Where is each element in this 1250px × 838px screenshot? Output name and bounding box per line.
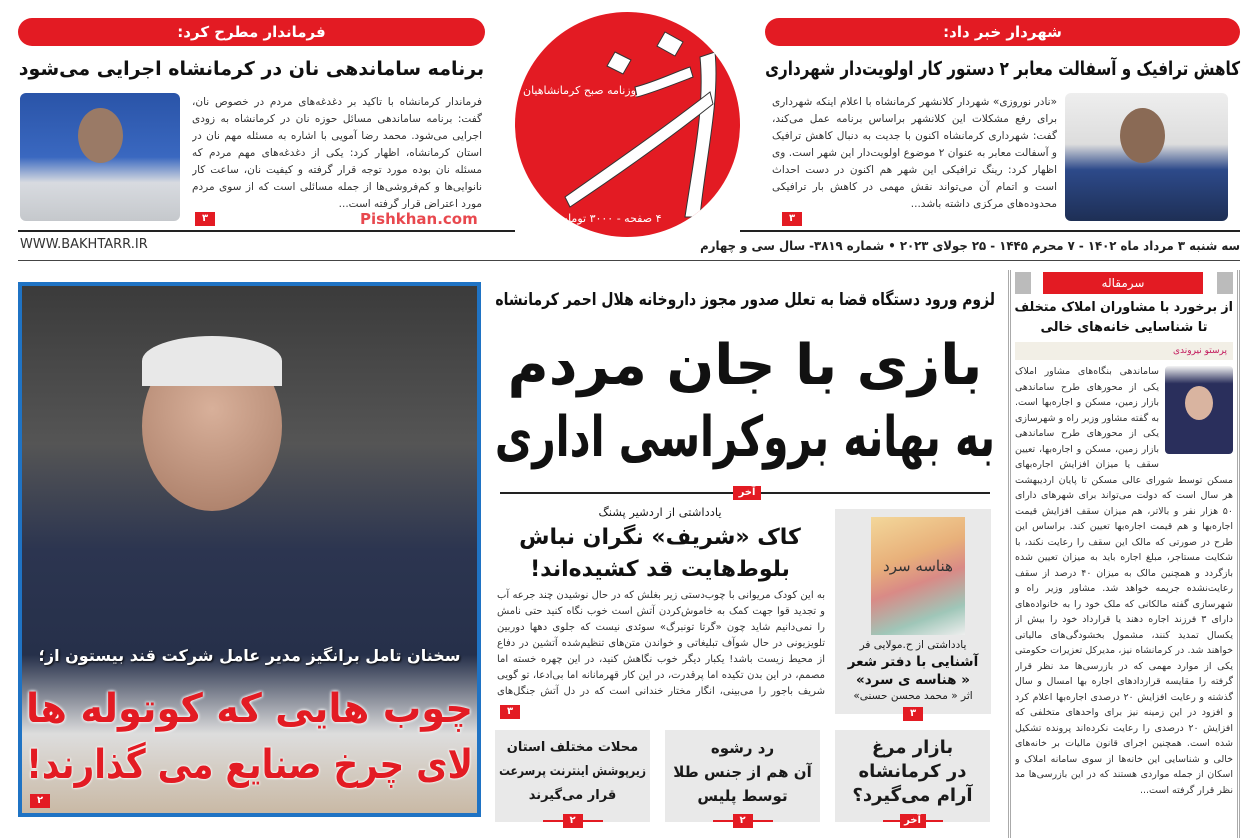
- top-left-headline[interactable]: برنامه ساماندهی نان در کرمانشاه اجرایی می‌شود: [18, 58, 485, 80]
- article-headline-1[interactable]: کاک «شریف» نگران نباش: [519, 525, 801, 550]
- news-box-line: آرام می‌گیرد؟: [852, 785, 973, 806]
- dateline: سه شنبه ۳ مرداد ماه ۱۴۰۲ - ۷ محرم ۱۴۴۵ - ۲۵ جولای ۲۰۲۳ • شماره ۳۸۱۹- سال سی و چهارم: [700, 238, 1240, 253]
- divider: [18, 230, 515, 232]
- page-badge: ۳: [195, 212, 215, 226]
- top-right-body: «نادر نوروزی» شهردار کلانشهر کرمانشاه با اعلام اینکه شهرداری برای رفع مشکلات این کلانشهر براساس برنامه عمل می‌کند، گفت: شهرداری کرمانشاه اکنون با جدیت به دنبال کاهش ترافیک و آسفالت معابر به عنوان ۲ موضوع اولویت‌دار این شهر است. وی اظهار کرد: رینگ ترافیکی این شهر هم اکنون در دست احداث است و اتمام آن می‌تواند نقش مهمی در کاهش بار ترافیکی محدوده‌های مرکزی داشته باشد...: [772, 96, 1057, 209]
- divider: [18, 260, 1240, 261]
- photo-story-kicker: سخنان تامل برانگیز مدیر عامل شرکت قند بیستون از؛: [38, 646, 461, 665]
- article-headline: [495, 522, 825, 586]
- news-box-line: محلات مختلف استان: [506, 740, 639, 755]
- book-author: اثر « محمد محسن حسنی»: [853, 690, 973, 702]
- editorial-label: سرمقاله: [1043, 272, 1203, 294]
- editorial-headline: [1015, 298, 1233, 338]
- news-box-line: زیرپوشش اینترنت پرسرعت: [499, 764, 646, 779]
- news-box[interactable]: [495, 730, 650, 826]
- editorial-author: پرستو نیروندی: [1015, 342, 1233, 360]
- mayor-photo: [1065, 93, 1228, 221]
- main-headline-2[interactable]: به بهانه بروکراسی اداری: [494, 405, 995, 470]
- section-tag: آخر: [733, 486, 761, 500]
- governor-face: [78, 108, 123, 163]
- book-box[interactable]: [835, 509, 991, 719]
- editorial-body: ساماندهی بنگاه‌های مشاور املاک یکی از محورهای طرح ساماندهی بازار زمین، مسکن و اجاره‌بها است. به گفته مشاور وزیر راه و شهرسازی یکی از محورهای طرح ساماندهی بازار زمین، مسکن و اجاره‌بها، تعیین سقف یا میزان افزایش اجاره‌بهای مسکن توسط شورای عالی مسکن تا پایان اردیبهشت هر سال است که دولت می‌تواند برای شهرهای دارای ۵۰ هزار نفر و بالاتر، هم میزان سقف افزایش قیمت اجاره‌بها و هم قیمت اجاره‌بها تعیین کند. براساس این طرح در صورتی که مالک این سقف را رعایت نکند، با شکایت مستاجر، مبلغ اجاره باید به میزان تعیین شده بازگردد و همچنین مالک به میزان ۴۰ درصد از سقف رعایت‌نشده جریمه خواهد شد. مشاور وزیر راه و شهرسازی گفته مالکانی که ملک خود را به خانواده‌های دارای ۳ فرزند اجاره دهند یا قرارداد خود را بیش از یکسال تمدید کنند، مشمول بخشودگی‌های مالیاتی خواهند شد. در کرمانشاه نیز، مدیرکل تعزیرات حکومتی یکی از موارد مهمی که در بازرسی‌ها مد نظر قرار گرفته را مقایسه قراردادهای اجاره بها امسال و سال گذشته و رعایت افزایش ۲۰ درصدی اجاره‌بها اعلام کرد و افزود در این زمینه نیز برای واحدهای متخلفی که افزایش ۲۰ درصدی را رعایت نکرده‌اند پرونده تشکیل شده است. همچنین اجرای قانون مالیات بر خانه‌های خالی و شناسایی این خانه‌ها از سوی سامانه املاک و اسکان از جمله مواردی هستند که در این بازرسی‌ها مد نظر قرار گرفته است...: [1015, 366, 1233, 796]
- page-badge: ۲: [563, 814, 583, 828]
- editorial-body-wrap: [1015, 364, 1233, 838]
- article-byline: یادداشتی از اردشیر پشنگ: [598, 505, 722, 519]
- article-headline-2[interactable]: بلوط‌هایت قد کشیده‌اند!: [530, 557, 790, 582]
- book-headline: [837, 653, 989, 689]
- news-box-line: در کرمانشاه: [858, 761, 967, 782]
- decor-block: [1217, 272, 1233, 294]
- ceo-hair: [142, 336, 282, 386]
- author-face: [1185, 386, 1213, 420]
- news-box-line: توسط پلیس: [697, 787, 788, 805]
- page-badge: ۳: [782, 212, 802, 226]
- news-box-line: بازار مرغ: [871, 737, 954, 758]
- book-headline-2: « هناسه ی سرد»: [856, 672, 970, 688]
- page-badge: ۲: [30, 794, 50, 808]
- news-box-line: آن هم از جنس طلا: [673, 763, 812, 781]
- news-box[interactable]: [665, 730, 820, 826]
- main-supertitle: لزوم ورود دستگاه قضا به تعلل صدور مجوز داروخانه هلال احمر کرمانشاه: [495, 290, 995, 310]
- logo-lettering: [515, 12, 740, 237]
- main-headline-1[interactable]: بازی با جان مردم: [507, 333, 983, 398]
- divider: [740, 230, 1240, 232]
- top-right-headline[interactable]: کاهش ترافیک و آسفالت معابر ۲ دستور کار اولویت‌دار شهرداری: [765, 58, 1240, 80]
- page-badge: ۳: [500, 705, 520, 719]
- watermark: Pishkhan.com: [360, 210, 478, 228]
- book-cover-title: هناسه سرد: [883, 557, 953, 575]
- mayor-face: [1120, 108, 1165, 163]
- book-headline-1: آشنایی با دفتر شعر: [847, 654, 979, 670]
- author-photo: [1165, 366, 1233, 454]
- news-box-line: قرار می‌گیرند: [528, 788, 617, 803]
- photo-story-headline: [26, 681, 473, 793]
- news-box[interactable]: [835, 730, 990, 826]
- editorial-headline-1[interactable]: از برخورد با مشاوران املاک متخلف: [1014, 300, 1233, 315]
- book-byline: یادداشتی از ح.مولایی فر: [859, 639, 967, 651]
- photo-story[interactable]: [18, 282, 481, 817]
- photo-story-headline-2: لای چرخ صنایع می گذارند!: [26, 742, 473, 788]
- page-badge: ۲: [733, 814, 753, 828]
- governor-photo: [20, 93, 180, 221]
- price: ۴ صفحه - ۳۰۰۰ تومان: [560, 212, 662, 225]
- website-link[interactable]: WWW.BAKHTARR.IR: [20, 237, 148, 252]
- decor-block: [1015, 272, 1031, 294]
- top-right-kicker: شهردار خبر داد:: [765, 18, 1240, 46]
- article-body: به این کودک مریوانی با چوب‌دستی زیر بغلش که در حال نوشیدن چند جرعه آب و تجدید قوا جهت کمک به خاموش‌کردن آتش است خوب نگاه کنید حتی نامش را نمی‌دانیم شاید چون «گرتا تونبرگ» سوئدی نیست که جلوی دهها دوربین تلویزیونی در حال شوآف تبلیغاتی و خواندن متن‌های تنظیم‌شده آتشین در دفاع از محیط زیست باشد! یکبار دیگر خوب نگاهش کنید، در این چهره خسته اما مصمم، در این بدن تکیده اما پرقدرت، در این کار قهرمانانه اما بی‌ادعا، تو گویی شریف باجور را می‌بینی، انگار مختار خندانی است که در دل آتش جنگل‌های: [497, 590, 825, 697]
- page-badge: ۳: [903, 707, 923, 721]
- book-cover: [871, 517, 965, 635]
- masthead-logo: [515, 12, 740, 237]
- news-box-line: رد رشوه: [710, 739, 775, 757]
- tagline: روزنامه صبح کرمانشاهیان: [523, 84, 642, 97]
- top-left-body: فرماندار کرمانشاه با تاکید بر دغدغه‌های مردم در خصوص نان، گفت: برنامه ساماندهی مسائل حوزه نان در کرمانشاه به زودی اجرایی می‌شود. محمد رضا آمویی با اشاره به مسئله مهم نان در استان کرمانشاه، اظهار کرد: یکی از دغدغه‌های مهم مردم که مسئله نان بوده مورد توجه قرار گرفته و کیفیت نان، ساعت کار نانوایی‌ها و کم‌فروشی‌ها از جمله مسائلی است که از سوی مردم مورد اعتراض قرار گرفته است...: [192, 96, 482, 209]
- page-badge: آخر: [900, 814, 926, 828]
- editorial-headline-2[interactable]: تا شناسایی خانه‌های خالی: [1040, 320, 1208, 335]
- main-headline: [495, 330, 995, 474]
- photo-story-headline-1: چوب هایی که کوتوله ها: [25, 686, 474, 732]
- top-left-kicker: فرماندار مطرح کرد:: [18, 18, 485, 46]
- editorial-column: [1008, 270, 1240, 838]
